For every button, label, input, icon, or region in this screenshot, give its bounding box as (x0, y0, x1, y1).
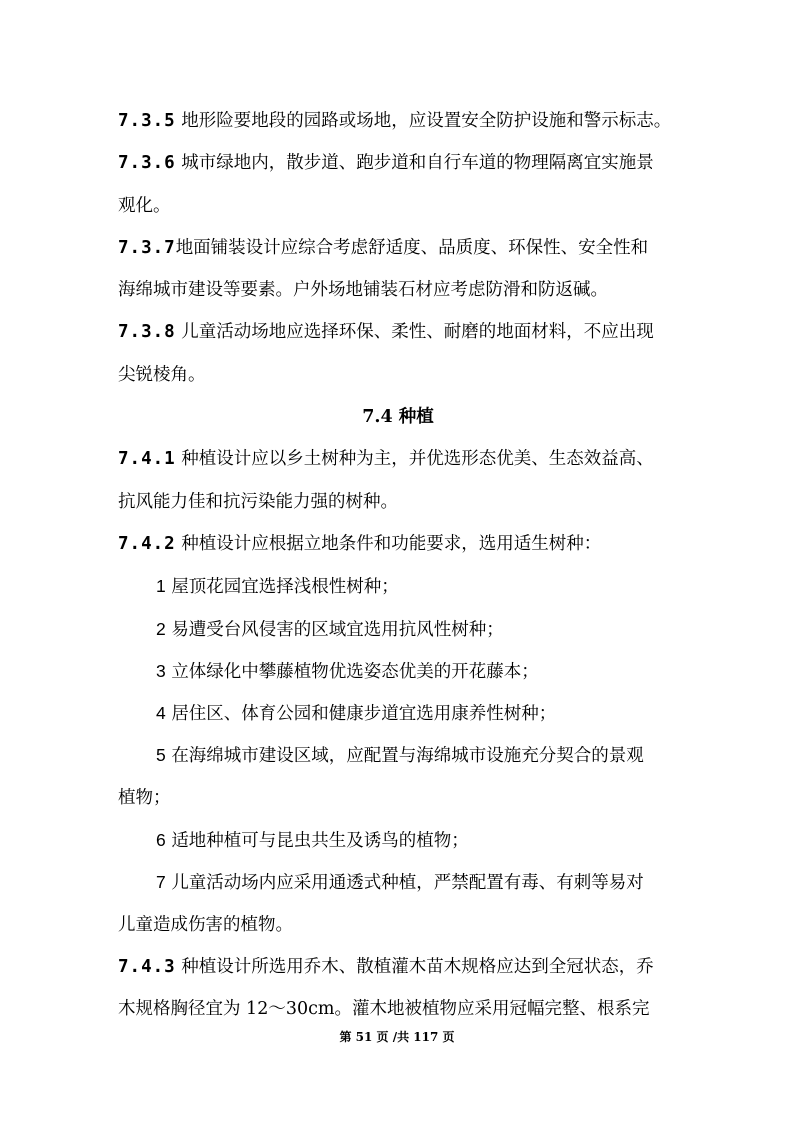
document-body (118, 100, 678, 1031)
clause-number: 7.3.5 (118, 111, 176, 131)
item-text: 居住区、体育公园和健康步道宜选用康养性树种； (171, 704, 557, 725)
clause-number: 7.3.8 (118, 322, 176, 343)
item-text: 屋顶花园宜选择浅根性树种； (171, 577, 399, 598)
item-number: 2 (156, 618, 166, 639)
item-number: 6 (156, 830, 166, 851)
clause-text: 地面铺装设计应综合考虑舒适度、品质度、环保性、安全性和 (175, 237, 649, 258)
clause-continuation: 海绵城市建设等要素。户外场地铺装石材应考虑防滑和防返碱。 (118, 280, 608, 301)
item-number: 5 (156, 745, 166, 766)
clause-text: 种植设计所选用乔木、散植灌木苗木规格应达到全冠状态，乔 (181, 956, 654, 977)
item-number: 3 (156, 660, 166, 681)
clause-number: 7.4.1 (118, 449, 176, 470)
clause-7-4-3 (118, 946, 678, 988)
clause-7-4-1 (118, 438, 678, 480)
item-text: 在海绵城市建设区域，应配置与海绵城市设施充分契合的景观 (171, 746, 644, 767)
clause-continuation: 观化。 (118, 195, 171, 216)
list-item (118, 734, 678, 776)
list-item-continuation: 植物； (118, 787, 171, 808)
clause-7-3-7 (118, 227, 678, 269)
clause-7-3-8 (118, 311, 678, 353)
list-item (118, 650, 678, 692)
clause-text: 城市绿地内，散步道、跑步道和自行车道的物理隔离宜实施景 (181, 153, 654, 174)
list-item (118, 565, 678, 607)
list-item (118, 819, 678, 861)
clause-number: 7.3.7 (118, 237, 176, 258)
item-text: 易遭受台风侵害的区域宜选用抗风性树种； (171, 619, 504, 640)
item-text: 儿童活动场内应采用通透式种植，严禁配置有毒、有刺等易对 (171, 873, 644, 894)
item-number: 7 (156, 872, 166, 893)
list-item (118, 861, 678, 903)
list-item (118, 692, 678, 734)
item-number: 4 (156, 703, 166, 724)
clause-7-3-6 (118, 142, 678, 184)
clause-number: 7.4.3 (118, 956, 176, 977)
list-item-continuation: 儿童造成伤害的植物。 (118, 914, 293, 935)
clause-text: 种植设计应以乡土树种为主，并优选形态优美、生态效益高、 (181, 449, 654, 470)
clause-continuation: 木规格胸径宜为 12～30cm。灌木地被植物应采用冠幅完整、根系完 (118, 999, 650, 1020)
clause-7-4-2 (118, 523, 678, 565)
item-text: 适地种植可与昆虫共生及诱鸟的植物； (171, 831, 469, 852)
clause-text: 儿童活动场地应选择环保、柔性、耐磨的地面材料，不应出现 (181, 322, 654, 343)
item-number: 1 (156, 576, 166, 597)
section-heading: 7.4 种植 (362, 407, 434, 428)
clause-number: 7.4.2 (118, 533, 176, 554)
list-item (118, 608, 678, 650)
clause-text: 地形险要地段的园路或场地，应设置安全防护设施和警示标志。 (181, 111, 672, 131)
clause-continuation: 尖锐棱角。 (118, 364, 206, 385)
clause-7-3-5 (118, 100, 678, 142)
clause-text: 种植设计应根据立地条件和功能要求，选用适生树种： (181, 533, 602, 554)
item-text: 立体绿化中攀藤植物优选姿态优美的开花藤本； (171, 661, 539, 682)
clause-continuation: 抗风能力佳和抗污染能力强的树种。 (118, 491, 398, 512)
clause-number: 7.3.6 (118, 153, 176, 174)
page-footer: 第 51 页 /共 117 页 (339, 1030, 455, 1044)
